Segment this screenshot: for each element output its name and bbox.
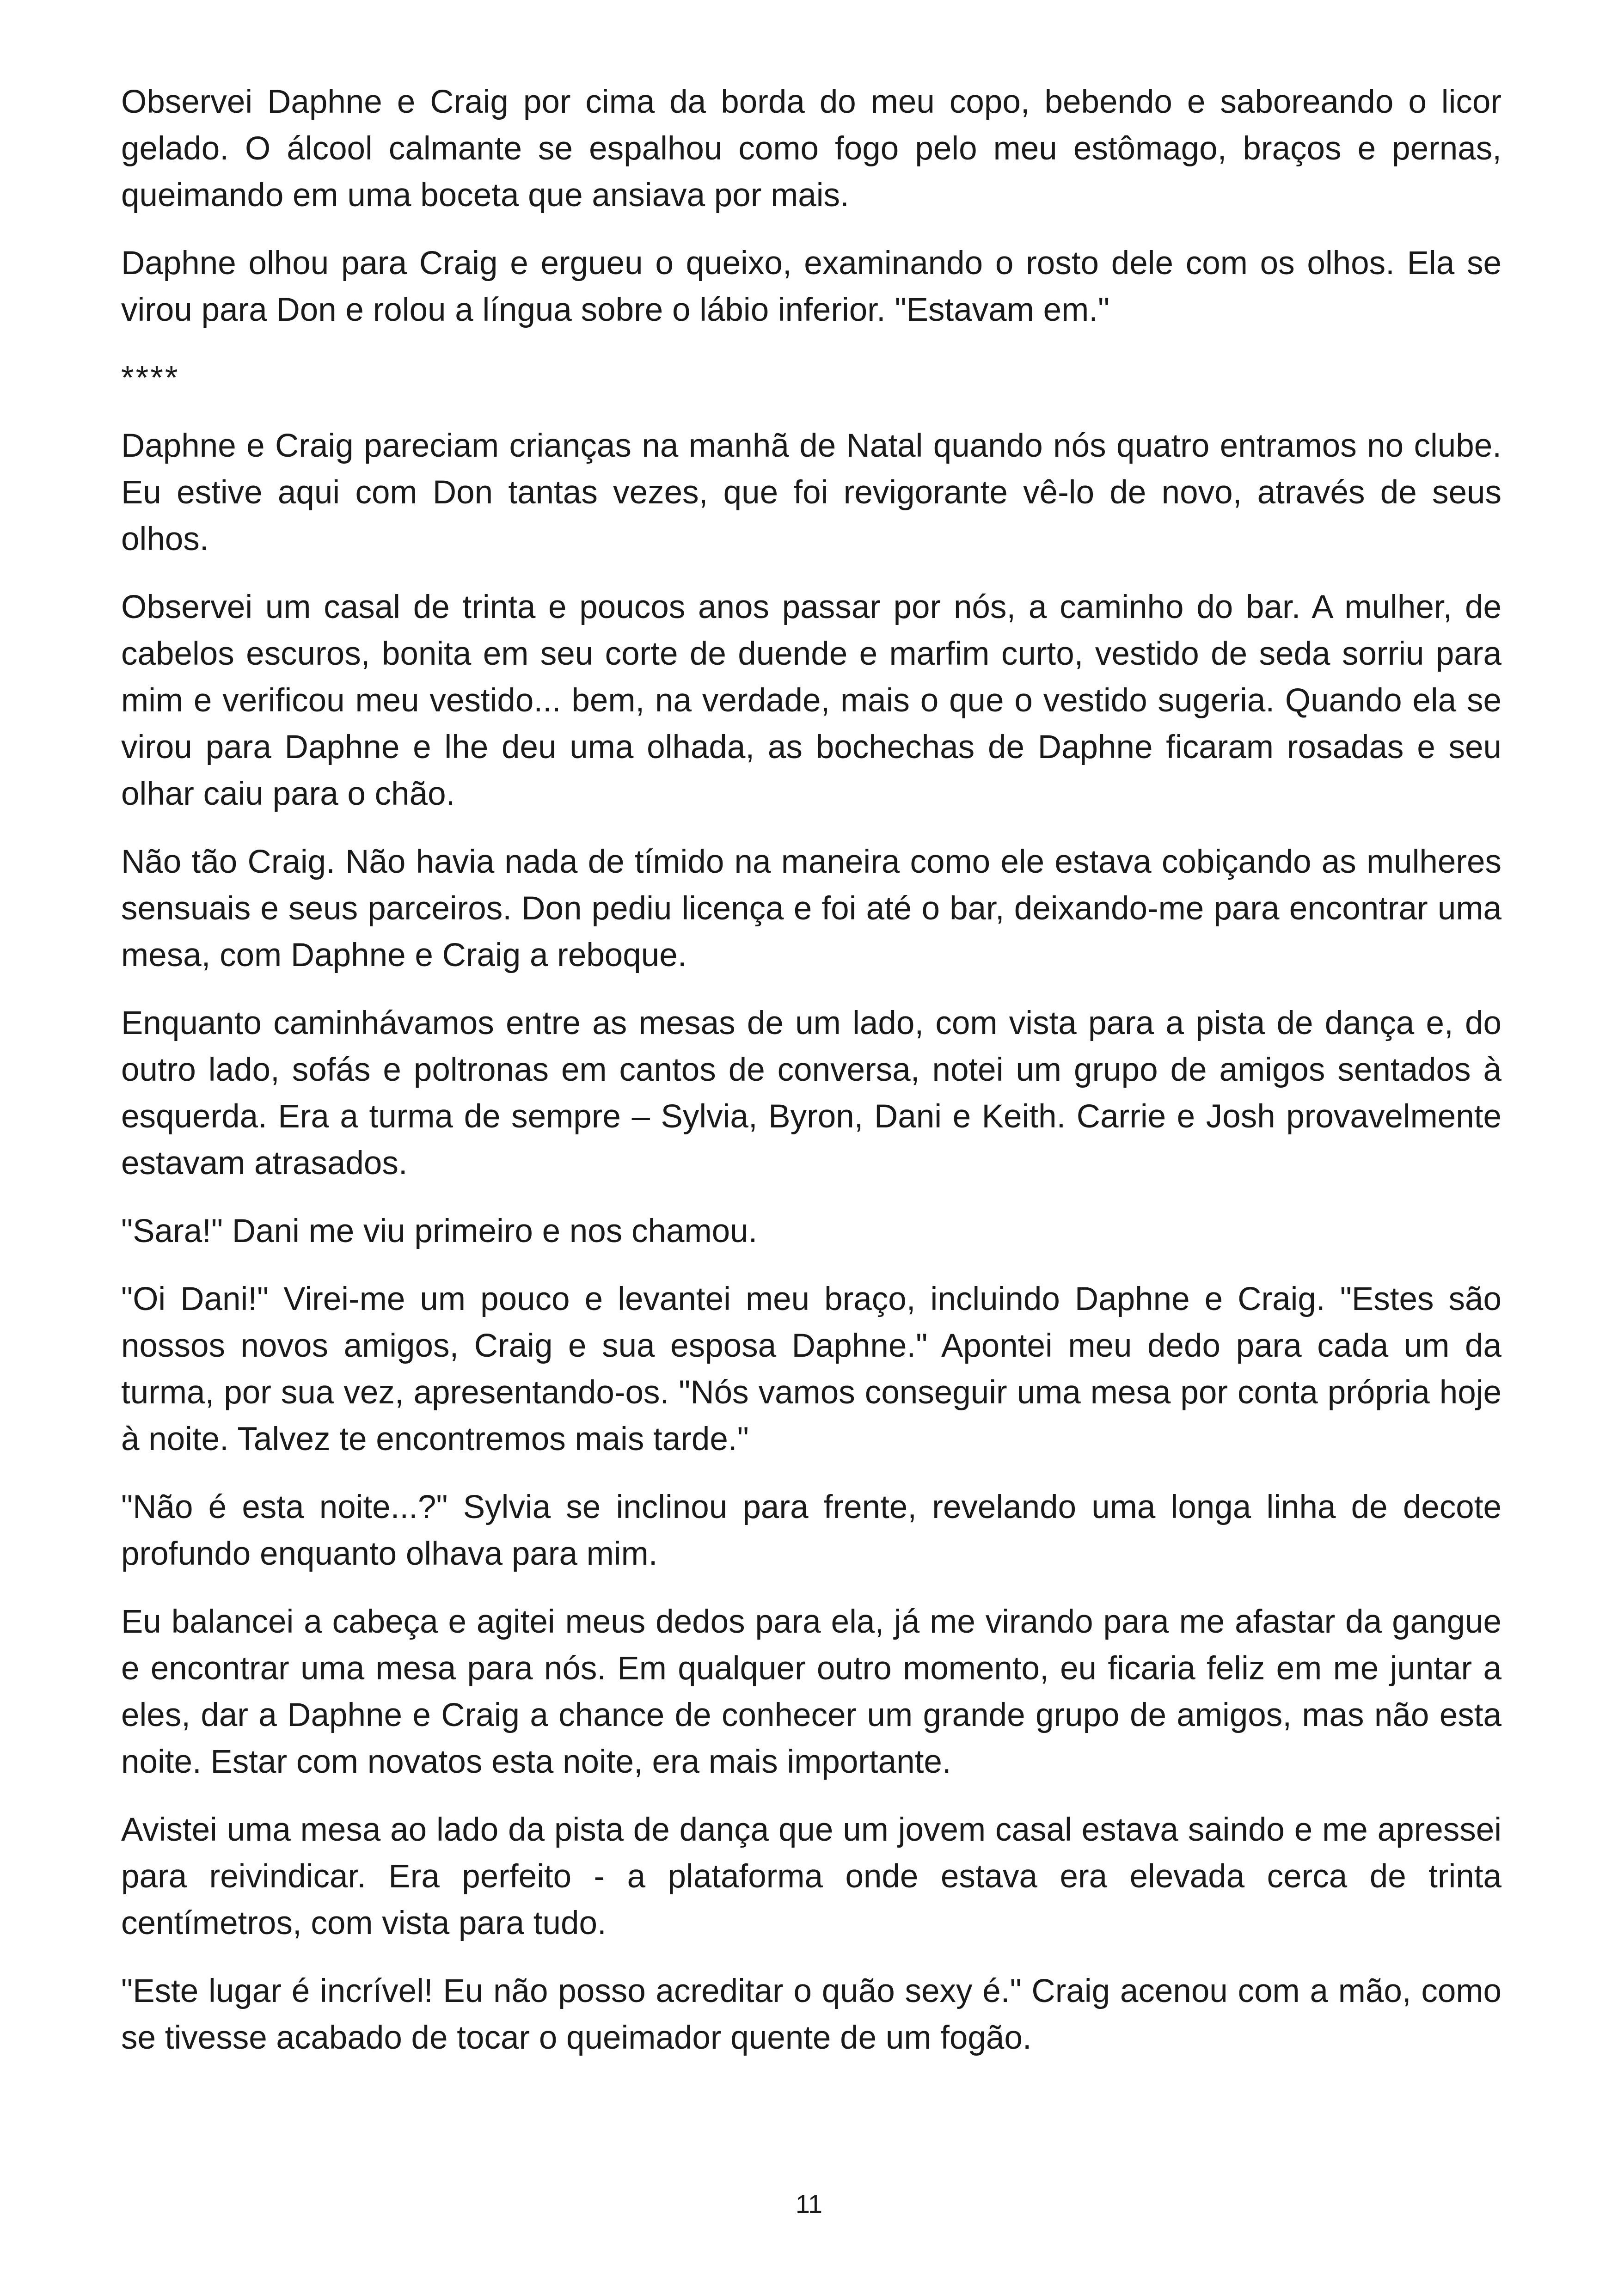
paragraph-1: Observei Daphne e Craig por cima da borda do meu copo, bebendo e saboreando o licor gelado. O álcool calmante se espalhou como fogo pelo meu estômago, braços e pernas, queimando em uma boceta que ansiava por mais. [121,84,1502,214]
paragraph-10: Eu balancei a cabeça e agitei meus dedos para ela, já me virando para me afastar da gangue e encontrar uma mesa para nós. Em qualquer outro momento, eu ficaria feliz em me juntar a eles, dar a Daphne e Craig a chance de conhecer um grande grupo de amigos, mas não esta noite. Estar com novatos esta noite, era mais importante. [121,1604,1502,1780]
paragraph-4: Observei um casal de trinta e poucos anos passar por nós, a caminho do bar. A mulher, de cabelos escuros, bonita em seu corte de duende e marfim curto, vestido de seda sorriu para mim e verificou meu vestido... bem, na verdade, mais o que o vestido sugeria. Quando ela se virou para Daphne e lhe deu uma olhada, as bochechas de Daphne ficaram rosadas e seu olhar caiu para o chão. [121,589,1502,812]
scene-break: **** [121,360,180,396]
paragraph-5: Não tão Craig. Não havia nada de tímido na maneira como ele estava cobiçando as mulheres sensuais e seus parceiros. Don pediu licença e foi até o bar, deixando-me para encontrar uma mesa, com Daphne e Craig a reboque. [121,844,1502,974]
paragraph-8: "Oi Dani!" Virei-me um pouco e levantei meu braço, incluindo Daphne e Craig. "Estes são nossos novos amigos, Craig e sua esposa Daphne." Apontei meu dedo para cada um da turma, por sua vez, apresentando-os. "Nós vamos conseguir uma mesa por conta própria hoje à noite. Talvez te encontremos mais tarde." [121,1281,1502,1457]
paragraph-2: Daphne olhou para Craig e ergueu o queixo, examinando o rosto dele com os olhos. Ela se virou para Don e rolou a língua sobre o lábio inferior. "Estavam em." [121,245,1502,328]
paragraph-7: "Sara!" Dani me viu primeiro e nos chamou. [121,1213,758,1249]
paragraph-6: Enquanto caminhávamos entre as mesas de um lado, com vista para a pista de dança e, do outro lado, sofás e poltronas em cantos de conversa, notei um grupo de amigos sentados à esquerda. Era a turma de sempre – Sylvia, Byron, Dani e Keith. Carrie e Josh provavelmente estavam atrasados. [121,1005,1502,1182]
paragraph-3: Daphne e Craig pareciam crianças na manhã de Natal quando nós quatro entramos no clube. Eu estive aqui com Don tantas vezes, que foi revigorante vê-lo de novo, através de seus olhos. [121,428,1502,557]
paragraph-11: Avistei uma mesa ao lado da pista de dança que um jovem casal estava saindo e me apressei para reivindicar. Era perfeito - a plataforma onde estava era elevada cerca de trinta centímetros, com vista para tudo. [121,1812,1502,1941]
page-number: 11 [795,2189,823,2218]
paragraph-9: "Não é esta noite...?" Sylvia se inclinou para frente, revelando uma longa linha de decote profundo enquanto olhava para mim. [121,1489,1502,1572]
paragraph-12: "Este lugar é incrível! Eu não posso acreditar o quão sexy é." Craig acenou com a mão, como se tivesse acabado de tocar o queimador quente de um fogão. [121,1973,1502,2056]
document-body [121,79,1502,2082]
